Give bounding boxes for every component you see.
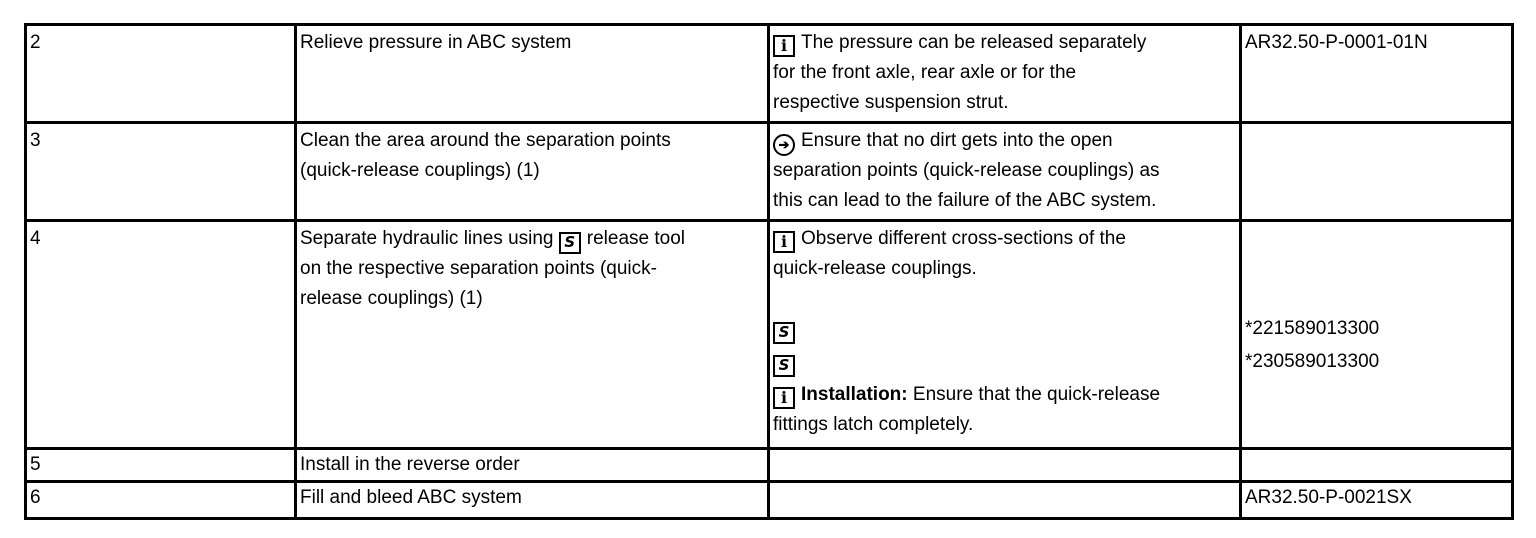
step-action: Fill and bleed ABC system [296, 482, 769, 519]
step-note: i Observe different cross-sections of the quick-release couplings. S S i Installation: Ensure that the quick-release fittings latch completely. [769, 221, 1241, 449]
step-action: Clean the area around the separation points (quick-release couplings) (1) [296, 123, 769, 221]
table-row [26, 449, 1513, 482]
tool-icon[interactable]: S [773, 355, 795, 377]
table-row [26, 482, 1513, 519]
step-number: 5 [26, 449, 296, 482]
caution-icon: ➔ [773, 134, 795, 156]
table-row [26, 123, 1513, 221]
table-row [26, 25, 1513, 123]
tool-number-link[interactable]: *221589013300 [1245, 318, 1380, 339]
tool-icon[interactable]: S [773, 322, 795, 344]
step-number: 4 [26, 221, 296, 449]
info-icon: i [773, 387, 795, 409]
step-number: 2 [26, 25, 296, 123]
step-action: Install in the reverse order [296, 449, 769, 482]
table-row [26, 221, 1513, 449]
info-icon: i [773, 35, 795, 57]
step-number: 3 [26, 123, 296, 221]
step-action: Separate hydraulic lines using S release tool on the respective separation points (quick- release couplings) (1) [296, 221, 769, 449]
installation-label: Installation: [801, 384, 908, 405]
step-note: ➔ Ensure that no dirt gets into the open separation points (quick-release couplings) as this can lead to the failure of the ABC system. [769, 123, 1241, 221]
step-number: 6 [26, 482, 296, 519]
step-reference [1241, 449, 1513, 482]
step-action: Relieve pressure in ABC system [296, 25, 769, 123]
procedure-table-wrapper [24, 23, 1514, 520]
step-note [769, 449, 1241, 482]
step-note [769, 482, 1241, 519]
step-reference [1241, 123, 1513, 221]
tool-number-link[interactable]: *230589013300 [1245, 351, 1380, 372]
tool-icon[interactable]: S [559, 232, 581, 254]
step-note: i The pressure can be released separately for the front axle, rear axle or for the respective suspension strut. [769, 25, 1241, 123]
step-reference [1241, 221, 1513, 449]
step-reference-link[interactable]: AR32.50-P-0001-01N [1241, 25, 1513, 123]
step-reference-link[interactable]: AR32.50-P-0021SX [1241, 482, 1513, 519]
info-icon: i [773, 231, 795, 253]
procedure-table [24, 23, 1514, 520]
